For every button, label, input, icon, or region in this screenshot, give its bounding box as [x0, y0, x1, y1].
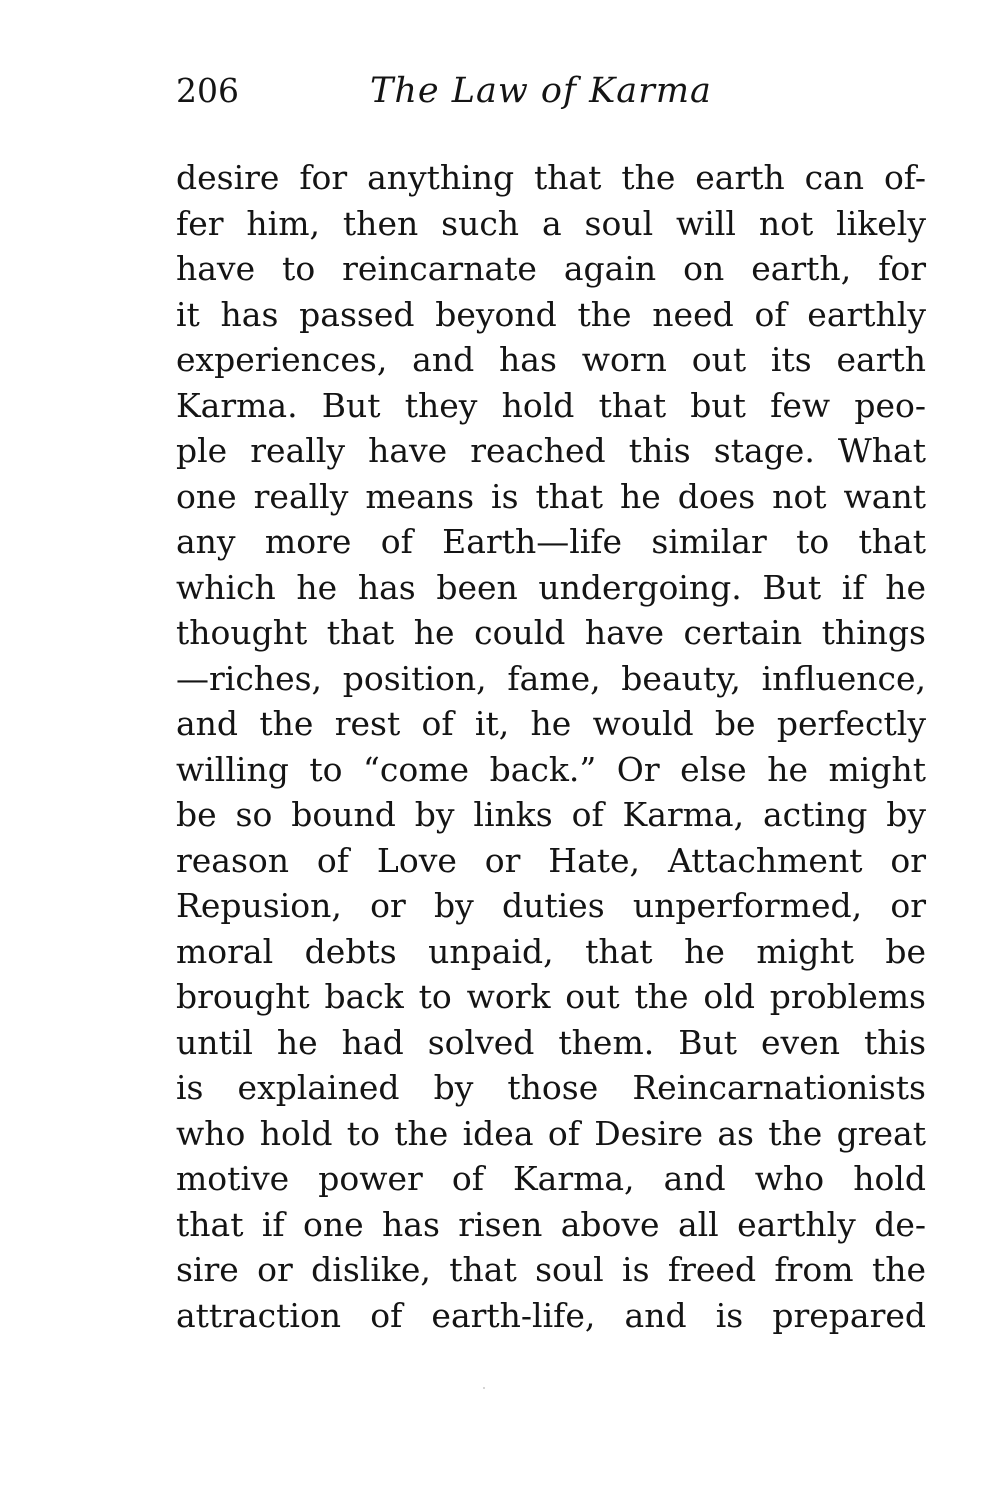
text-line: it has passed beyond the need of earthly [176, 294, 926, 334]
text-line: reason of Love or Hate, Attachment or [176, 840, 926, 880]
text-line: willing to “come back.” Or else he might [176, 749, 926, 789]
text-line: Karma. But they hold that but few peo- [176, 385, 926, 425]
text-line: who hold to the idea of Desire as the great [176, 1113, 926, 1153]
text-line: any more of Earth—life similar to that [176, 522, 926, 561]
text-line: that if one has risen above all earthly de- [176, 1204, 926, 1244]
text-line: and the rest of it, he would be perfectly [176, 704, 926, 743]
text-line: which he has been undergoing. But if he [176, 567, 926, 607]
text-line: thought that he could have certain things [176, 613, 926, 652]
text-line: is explained by those Reincarnationists [176, 1068, 926, 1107]
text-line: brought back to work out the old problems [176, 977, 926, 1016]
text-line: be so bound by links of Karma, acting by [176, 795, 926, 834]
text-line: desire for anything that the earth can of- [176, 158, 926, 197]
text-line: until he had solved them. But even this [176, 1022, 926, 1062]
running-head [176, 68, 726, 114]
text-line: fer him, then such a soul will not likely [176, 203, 926, 243]
text-line: ple really have reached this stage. What [176, 431, 926, 470]
text-line: —riches, position, fame, beauty, influence, [176, 658, 926, 698]
running-title: The Law of Karma [370, 71, 712, 111]
text-line: moral debts unpaid, that he might be [176, 931, 926, 971]
text-line: attraction of earth-life, and is prepared [176, 1295, 926, 1335]
page-number: 206 [176, 71, 239, 110]
text-line: motive power of Karma, and who hold [176, 1159, 926, 1198]
text-line: sire or dislike, that soul is freed from the [176, 1250, 926, 1289]
scan-speck [483, 1387, 485, 1389]
text-line: one really means is that he does not want [176, 476, 926, 516]
body-text [176, 155, 926, 1338]
text-line: experiences, and has worn out its earth [176, 340, 926, 379]
text-line: Repusion, or by duties unperformed, or [176, 886, 926, 925]
text-line: have to reincarnate again on earth, for [176, 249, 926, 288]
